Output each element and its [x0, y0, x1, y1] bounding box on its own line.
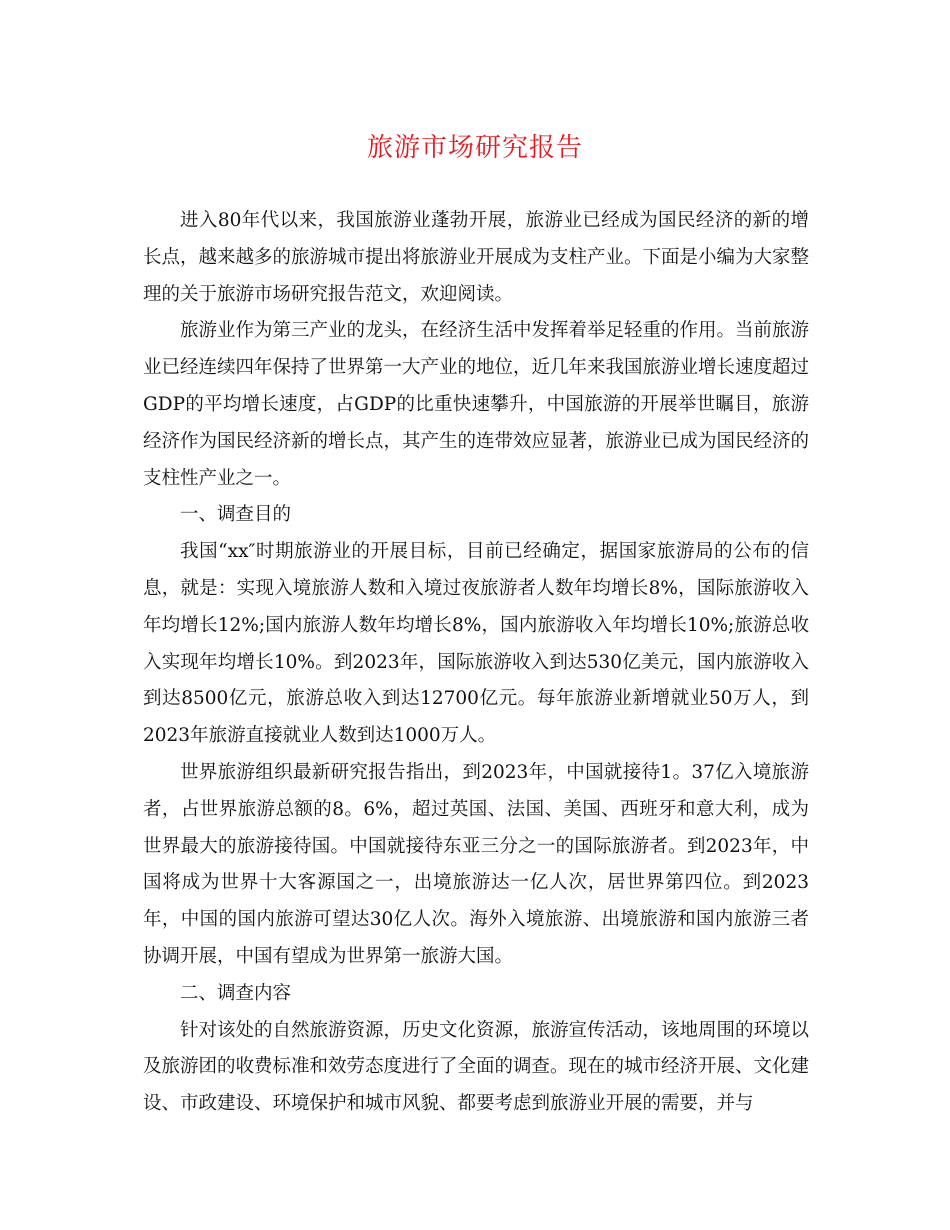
paragraph-goals: 我国“xx″时期旅游业的开展目标，目前已经确定，据国家旅游局的公布的信息，就是：实现入境旅游人数和入境过夜旅游者人数年均增长8%，国际旅游收入年均增长12%;国内旅游人数年均增长8%，国内旅游收入年均增长10%;旅游总收入实现年均增长10%。到2023年，国际旅游收入到达530亿美元，国内旅游收入到达8500亿元，旅游总收入到达12700亿元。每年旅游业新增就业50万人，到2023年旅游直接就业人数到达1000万人。 [143, 541, 809, 747]
paragraph-survey-content: 针对该处的自然旅游资源，历史文化资源，旅游宣传活动，该地周围的环境以及旅游团的收费标准和效劳态度进行了全面的调查。现在的城市经济开展、文化建设、市政建设、环境保护和城市风貌、都要考虑到旅游业开展的需要，并与 [143, 1019, 810, 1115]
document-body [143, 203, 809, 1123]
document-title: 旅游市场研究报告 [366, 133, 583, 163]
section-heading-content: 二、调查内容 [180, 982, 292, 1004]
paragraph-industry-role: 旅游业作为第三产业的龙头，在经济生活中发挥着举足轻重的作用。当前旅游业已经连续四年保持了世界第一大产业的地位，近几年来我国旅游业增长速度超过GDP的平均增长速度，占GDP的比重快速攀升，中国旅游的开展举世瞩目，旅游经济作为国民经济新的增长点，其产生的连带效应显著，旅游业已成为国民经济的支柱性产业之一。 [143, 320, 810, 489]
paragraph-forecast: 世界旅游组织最新研究报告指出，到2023年，中国就接待1。37亿入境旅游者，占世界旅游总额的8。6%，超过英国、法国、美国、西班牙和意大利，成为世界最大的旅游接待国。中国就接待东亚三分之一的国际旅游者。到2023年，中国将成为世界十大客源国之一，出境旅游达一亿人次，居世界第四位。到2023年，中国的国内旅游可望达30亿人次。海外入境旅游、出境旅游和国内旅游三者协调开展，中国有望成为世界第一旅游大国。 [143, 761, 809, 967]
paragraph-intro: 进入80年代以来，我国旅游业蓬勃开展，旅游业已经成为国民经济的新的增长点，越来越多的旅游城市提出将旅游业开展成为支柱产业。下面是小编为大家整理的关于旅游市场研究报告范文，欢迎阅读。 [143, 210, 810, 305]
section-heading-purpose: 一、调查目的 [180, 504, 292, 526]
